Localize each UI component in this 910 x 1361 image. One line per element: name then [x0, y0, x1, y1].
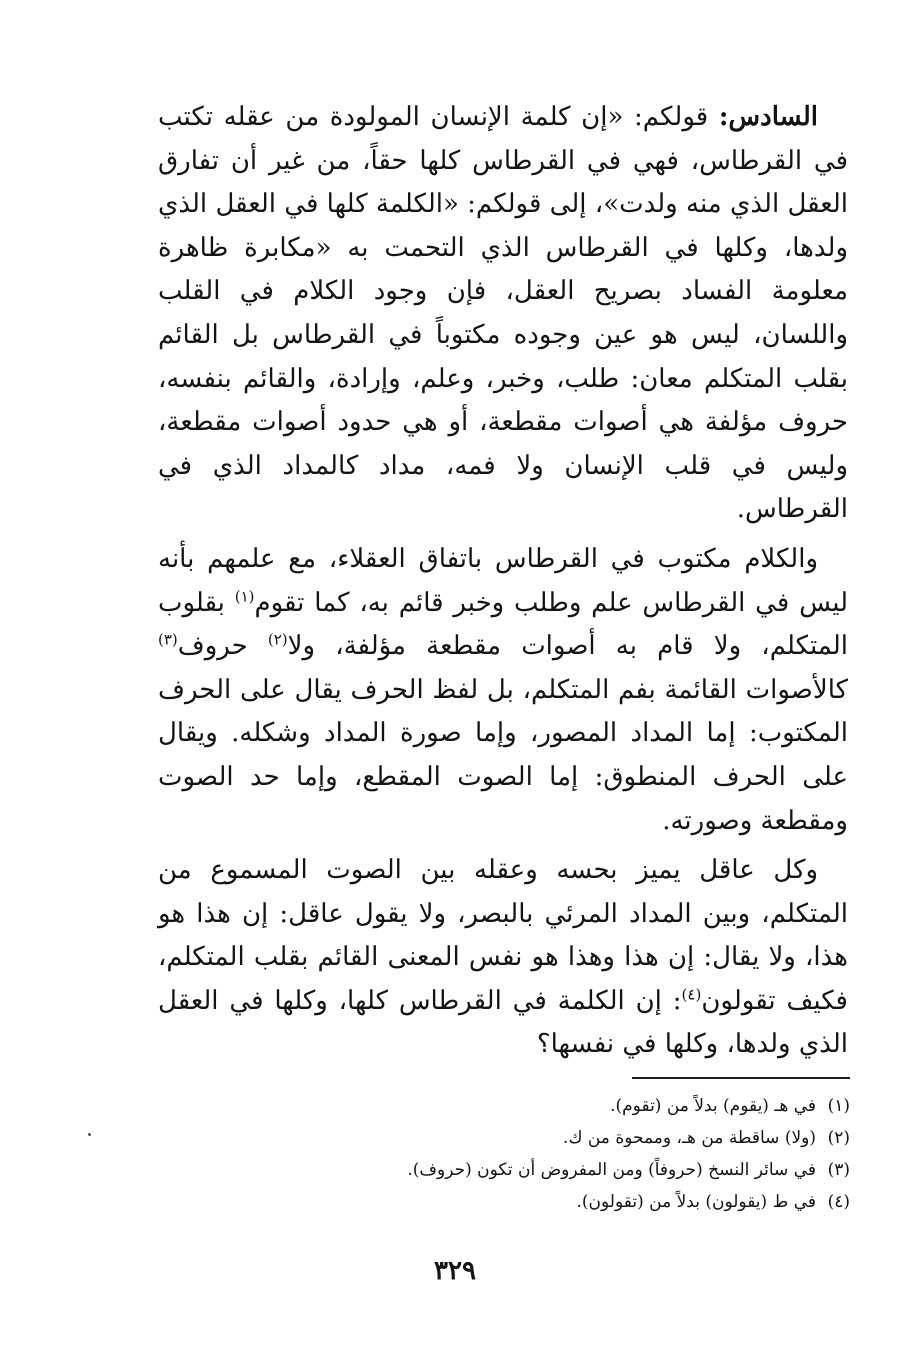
paragraph-text: حروف	[177, 631, 268, 662]
footnote-number: (٤)	[827, 1192, 850, 1212]
footnote-marker: (١)	[234, 586, 255, 605]
paragraph-1	[158, 96, 848, 532]
footnote-number: (١)	[827, 1096, 850, 1116]
footnote-text: (ولا) ساقطة من هـ، وممحوة من ك.	[563, 1128, 816, 1148]
paragraph-text: كالأصوات القائمة بفم المتكلم، بل لفظ الحرف يقال على الحرف المكتوب: إما المداد المصور، وإما صورة المداد وشكله. ويقال على الحرف المنطوق: إما الصوت المقطع، وإما حد الصوت ومقطعة وصورته.	[158, 674, 848, 836]
footnote-item	[300, 1154, 850, 1186]
footnote-number: (٢)	[827, 1128, 850, 1148]
page-number: ٣٢٩	[434, 1256, 476, 1286]
footnote-item	[300, 1090, 850, 1122]
scan-speck	[88, 1133, 91, 1136]
paragraph-text: بقلوب المتكلم، ولا قام به أصوات مقطعة مؤلفة، ولا	[158, 587, 848, 662]
paragraph-text: وكل عاقل يميز بحسه وعقله بين الصوت المسموع من المتكلم، وبين المداد المرئي بالبصر، ولا يقول عاقل: إن هذا هو هذا، ولا يقال: إن هذا وهذا هو نفس المعنى القائم بقلب المتكلم، فكيف تقولون	[158, 855, 848, 1016]
paragraph-text: والكلام مكتوب في القرطاس باتفاق العقلاء، مع علمهم بأنه ليس في القرطاس علم وطلب وخبر قائم به، كما تقوم	[158, 543, 848, 618]
paragraph-text: : إن الكلمة في القرطاس كلها، وكلها في العقل الذي ولدها، وكلها في نفسها؟	[158, 985, 848, 1060]
section-heading-word: السادس:	[718, 102, 818, 132]
footnote-text: في هـ (يقوم) بدلاً من (تقوم).	[610, 1096, 816, 1116]
footnote-text: في سائر النسخ (حروفاً) ومن المفروض أن تكون (حروف).	[407, 1160, 816, 1180]
footnote-marker: (٢)	[267, 630, 288, 649]
main-text	[158, 96, 848, 1067]
footnote-marker: (٣)	[158, 630, 178, 649]
footnotes	[300, 1090, 850, 1218]
footnote-separator	[632, 1077, 850, 1079]
footnote-item	[300, 1186, 850, 1218]
footnote-number: (٣)	[827, 1160, 850, 1180]
footnote-text: في ط (يقولون) بدلاً من (تقولون).	[576, 1192, 816, 1212]
paragraph-3	[158, 849, 848, 1067]
paragraph-text: قولكم: «إن كلمة الإنسان المولودة من عقله تكتب في القرطاس، فهي في القرطاس كلها حقاً، من غير أن تفارق العقل الذي منه ولدت»، إلى قولكم: «الكلمة كلها في العقل الذي ولدها، وكلها في القرطاس الذي التحمت به «مكابرة ظاهرة معلومة الفساد بصريح العقل، فإن وجود الكلام في القلب واللسان، ليس هو عين وجوده مكتوباً في القرطاس بل القائم بقلب المتكلم معان: طلب، وخبر، وعلم، وإرادة، والقائم بنفسه، حروف مؤلفة هي أصوات مقطعة، أو هي حدود أصوات مقطعة، وليس في قلب الإنسان ولا فمه، مداد كالمداد الذي في القرطاس.	[158, 102, 848, 525]
paragraph-2	[158, 538, 848, 843]
footnote-marker: (٤)	[681, 985, 702, 1004]
footnote-item	[300, 1122, 850, 1154]
